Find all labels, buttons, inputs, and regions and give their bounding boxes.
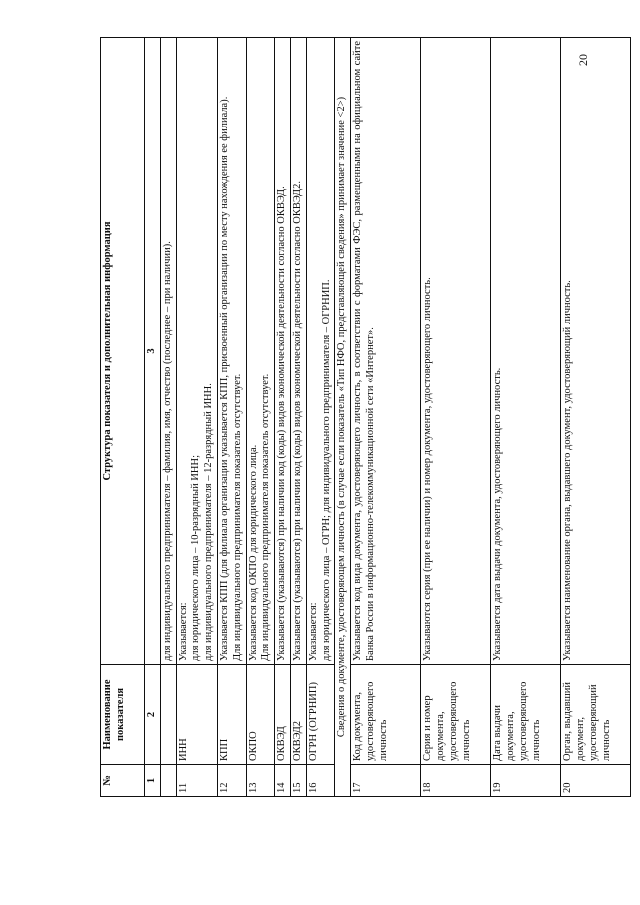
rotated-table-container	[100, 38, 612, 797]
table-row	[290, 38, 306, 797]
col-number-3: 3	[145, 38, 161, 665]
row-num: 20	[561, 765, 631, 797]
header-name: Наименование показателя	[101, 665, 145, 765]
row-name: ОКВЭД2	[290, 665, 306, 765]
header-structure: Структура показателя и дополнительная информация	[101, 38, 145, 665]
row-structure: Указывается КПП (для филиала организации указывается КПП, присвоенный организации по месту нахождения ее филиала). Для индивидуального предпринимателя показатель отсутствует.	[217, 38, 246, 665]
header-num: №	[101, 765, 145, 797]
col-number-2: 2	[145, 665, 161, 765]
row-num: 19	[491, 765, 561, 797]
col-number-1: 1	[145, 765, 161, 797]
row-structure: Указывается код вида документа, удостоверяющего личность, в соответствии с форматами ФЭС, размещенными на официальном сайте Банка России в информационно-телекоммуникационной сети «Интернет».	[351, 38, 421, 665]
table-row	[176, 38, 217, 797]
section-header-row	[335, 38, 351, 797]
row-name: ОГРН (ОГРНИП)	[306, 665, 335, 765]
table-row	[246, 38, 275, 797]
table-row	[561, 38, 631, 797]
row-num: 17	[351, 765, 421, 797]
row-structure: Указывается дата выдачи документа, удостоверяющего личность.	[491, 38, 561, 665]
row-num: 11	[176, 765, 217, 797]
column-number-row	[145, 38, 161, 797]
row-name: Код документа, удостоверяющего личность	[351, 665, 421, 765]
table-row	[491, 38, 561, 797]
row-num: 15	[290, 765, 306, 797]
table-row	[306, 38, 335, 797]
table-row	[160, 38, 176, 797]
row-num: 12	[217, 765, 246, 797]
row-structure: Указывается (указываются) при наличии код (коды) видов экономической деятельности согласно ОКВЭД2.	[290, 38, 306, 665]
row-structure: Указывается наименование органа, выдавшего документ, удостоверяющий личность.	[561, 38, 631, 665]
table-row	[421, 38, 491, 797]
row-name: Серия и номер документа, удостоверяющего личность	[421, 665, 491, 765]
row-structure: Указывается: для юридического лица – 10-разрядный ИНН; для индивидуального предпринимателя – 12-разрядный ИНН.	[176, 38, 217, 665]
row-num: 13	[246, 765, 275, 797]
row-num: 16	[306, 765, 335, 797]
row-structure: Указывается (указываются) при наличии код (коды) видов экономической деятельности согласно ОКВЭД.	[275, 38, 291, 665]
page-number: 20	[576, 54, 590, 66]
row-name: Орган, выдавший документ, удостоверяющий личность	[561, 665, 631, 765]
row-name: ИНН	[176, 665, 217, 765]
row-name: Дата выдачи документа, удостоверяющего личность	[491, 665, 561, 765]
row-name: КПП	[217, 665, 246, 765]
row-num: 18	[421, 765, 491, 797]
table-row	[217, 38, 246, 797]
section-title: Сведения о документе, удостоверяющем личность (в случае если показатель «Тип НФО, представляющей сведения» принимает значение <2>)	[335, 38, 351, 797]
table-row	[275, 38, 291, 797]
table-row	[351, 38, 421, 797]
indicator-structure-table	[100, 37, 631, 797]
row-structure: Указывается код ОКПО для юридического лица. Для индивидуального предпринимателя показатель отсутствует.	[246, 38, 275, 665]
row-name: ОКПО	[246, 665, 275, 765]
table-header-row	[101, 38, 145, 797]
row-structure: Указывается: для юридического лица – ОГРН; для индивидуального предпринимателя – ОГРНИП.	[306, 38, 335, 665]
row-structure: Указываются серия (при ее наличии) и номер документа, удостоверяющего личность.	[421, 38, 491, 665]
row-name: ОКВЭД	[275, 665, 291, 765]
row-num: 14	[275, 765, 291, 797]
continuation-line: для индивидуального предпринимателя – фамилия, имя, отчество (последнее – при наличии).	[160, 38, 176, 665]
